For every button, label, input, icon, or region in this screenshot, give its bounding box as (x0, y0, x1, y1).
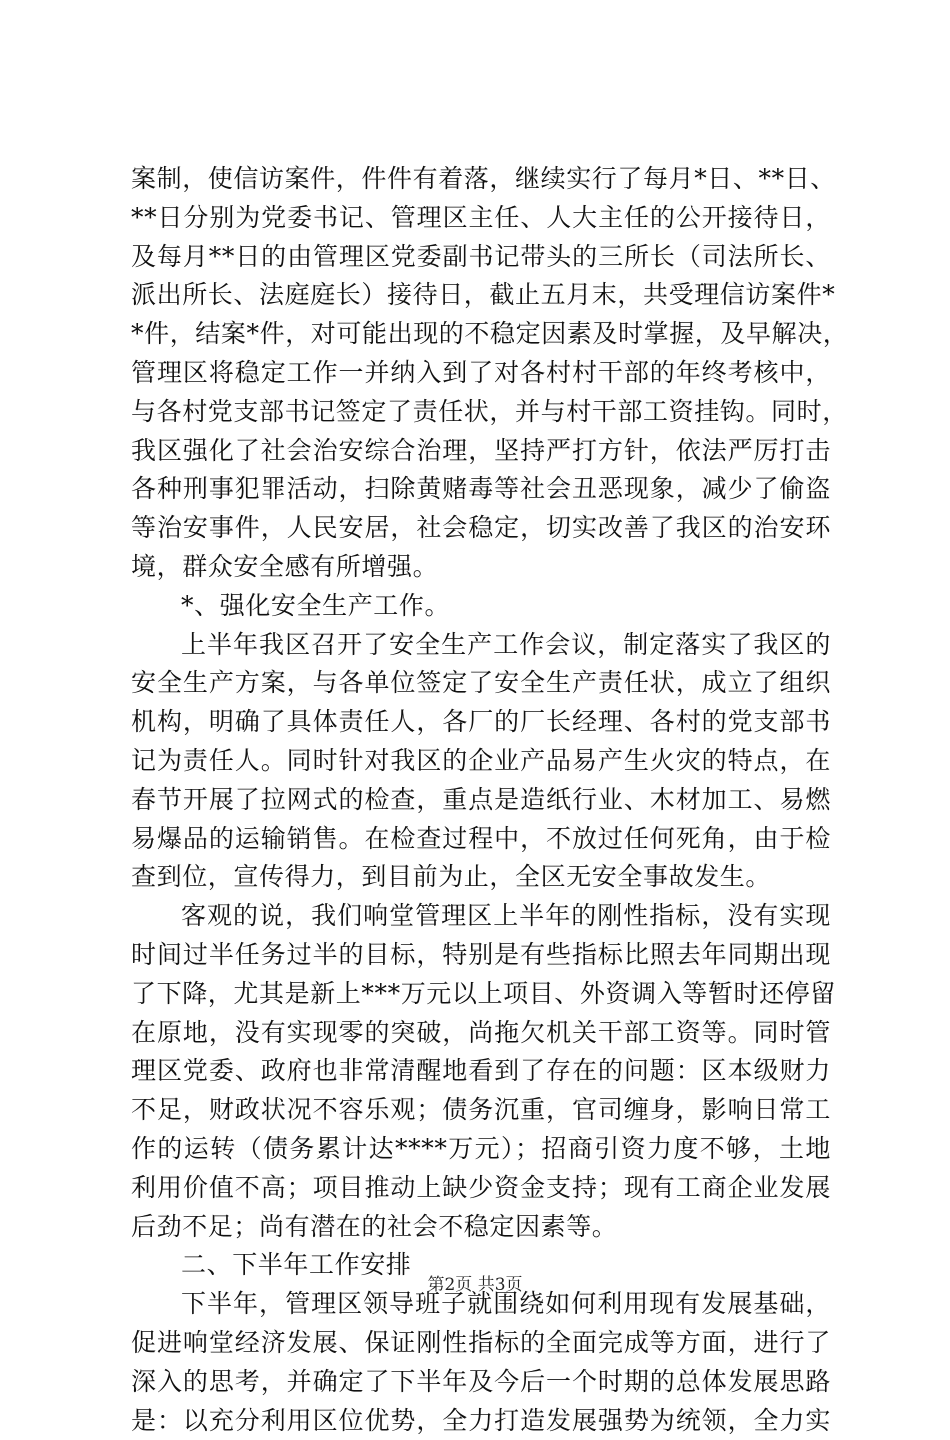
text-line: 管理区将稳定工作一并纳入到了对各村村干部的年终考核中， (131, 354, 831, 393)
text-line: 及每月**日的由管理区党委副书记带头的三所长（司法所长、 (131, 238, 831, 277)
text-line: 春节开展了拉网式的检查，重点是造纸行业、木材加工、易燃 (131, 781, 831, 820)
text-line: 我区强化了社会治安综合治理，坚持严打方针，依法严厉打击 (131, 432, 831, 471)
page-number-footer: 第2页 共3页 (0, 1270, 950, 1295)
text-line: 境，群众安全感有所增强。 (131, 548, 831, 587)
text-line: 理区党委、政府也非常清醒地看到了存在的问题：区本级财力 (131, 1052, 831, 1091)
text-line: 在原地，没有实现零的突破，尚拖欠机关干部工资等。同时管 (131, 1014, 831, 1053)
text-line: 作的运转（债务累计达****万元）；招商引资力度不够，土地 (131, 1130, 831, 1169)
text-line: 了下降，尤其是新上***万元以上项目、外资调入等暂时还停留 (131, 975, 831, 1014)
text-line: 后劲不足；尚有潜在的社会不稳定因素等。 (131, 1208, 831, 1247)
text-line: 促进响堂经济发展、保证刚性指标的全面完成等方面，进行了 (131, 1324, 831, 1363)
text-line: 等治安事件，人民安居，社会稳定，切实改善了我区的治安环 (131, 509, 831, 548)
text-line: 上半年我区召开了安全生产工作会议，制定落实了我区的 (131, 626, 831, 665)
text-line: 客观的说，我们响堂管理区上半年的刚性指标，没有实现 (131, 897, 831, 936)
text-line: 下半年，管理区领导班子就围绕如何利用现有发展基础， (131, 1285, 831, 1324)
text-line: 查到位，宣传得力，到目前为止，全区无安全事故发生。 (131, 858, 831, 897)
text-line: 记为责任人。同时针对我区的企业产品易产生火灾的特点，在 (131, 742, 831, 781)
document-body (131, 160, 831, 1440)
text-line: **日分别为党委书记、管理区主任、人大主任的公开接待日， (131, 199, 831, 238)
text-line: 安全生产方案，与各单位签定了安全生产责任状，成立了组织 (131, 664, 831, 703)
text-line: 各种刑事犯罪活动，扫除黄赌毒等社会丑恶现象，减少了偷盗 (131, 470, 831, 509)
text-line: 与各村党支部书记签定了责任状，并与村干部工资挂钩。同时， (131, 393, 831, 432)
text-line: 案制，使信访案件，件件有着落，继续实行了每月*日、**日、 (131, 160, 831, 199)
text-line: 不足，财政状况不容乐观；债务沉重，官司缠身，影响日常工 (131, 1091, 831, 1130)
text-line: 机构，明确了具体责任人，各厂的厂长经理、各村的党支部书 (131, 703, 831, 742)
text-line: 是：以充分利用区位优势，全力打造发展强势为统领，全力实 (131, 1402, 831, 1440)
section-heading: 二、下半年工作安排 (131, 1246, 831, 1285)
text-line: 深入的思考，并确定了下半年及今后一个时期的总体发展思路 (131, 1363, 831, 1402)
text-line: 易爆品的运输销售。在检查过程中，不放过任何死角，由于检 (131, 820, 831, 859)
text-line: *件，结案*件，对可能出现的不稳定因素及时掌握，及早解决， (131, 315, 831, 354)
text-line: 时间过半任务过半的目标，特别是有些指标比照去年同期出现 (131, 936, 831, 975)
section-heading: *、强化安全生产工作。 (131, 587, 831, 626)
text-line: 派出所长、法庭庭长）接待日，截止五月末，共受理信访案件* (131, 276, 831, 315)
text-line: 利用价值不高；项目推动上缺少资金支持；现有工商企业发展 (131, 1169, 831, 1208)
